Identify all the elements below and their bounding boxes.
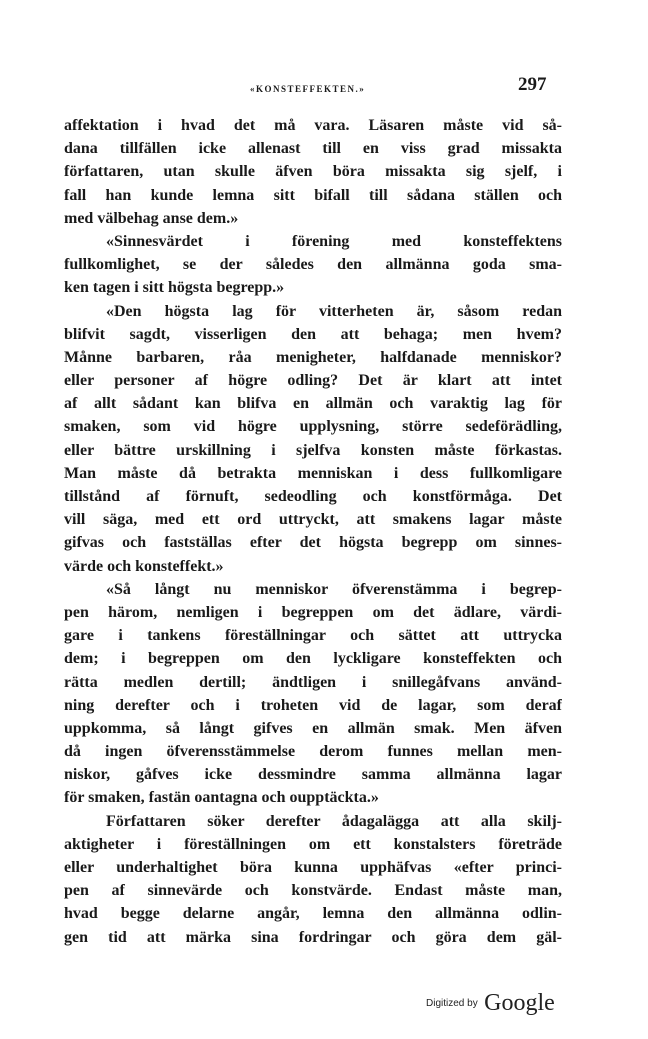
text-line: fall han kunde lemna sitt bifall till sådana ställen och: [64, 186, 562, 204]
text-line: tillstånd af förnuft, sedeodling och konstförmåga. Det: [64, 488, 562, 505]
running-head: «KONSTEFFEKTEN.»: [250, 84, 366, 94]
text-line: «Den högsta lag för vitterheten är, såsom redan: [106, 302, 562, 320]
text-line: hvad begge delarne angår, lemna den allmänna odlin-: [64, 905, 562, 923]
text-line: dem; i begreppen om den lyckligare konsteffekten och: [64, 650, 562, 668]
text-line: uppkomma, så långt gifves en allmän smak. Men äfven: [64, 719, 562, 737]
text-line: med välbehag anse dem.»: [64, 209, 239, 227]
google-logo: Google: [484, 990, 555, 1016]
digitized-by-google-watermark: [426, 990, 555, 1017]
text-line: Månne barbaren, råa menigheter, halfdanade menniskor?: [64, 348, 562, 366]
text-line: rätta medlen dertill; ändtligen i snillegåfvans använd-: [64, 673, 562, 691]
text-line: «Så långt nu menniskor öfverenstämma i begrep-: [106, 580, 562, 598]
text-line: «Sinnesvärdet i förening med konsteffektens: [106, 232, 562, 250]
text-line: smaken, som vid högre upplysning, större sedeförädling,: [64, 418, 562, 436]
body-text: [64, 114, 562, 949]
text-line: Man måste då betrakta menniskan i dess fullkomligare: [64, 464, 562, 482]
text-line: eller bättre urskillning i sjelfva konsten måste förkastas.: [64, 441, 562, 459]
text-line: författaren, utan skulle äfven böra missakta sig sjelf, i: [64, 163, 562, 181]
text-line: ken tagen i sitt högsta begrepp.»: [64, 279, 285, 297]
text-line: ning derefter och i troheten vid de lagar, som deraf: [64, 696, 562, 714]
text-line: eller personer af högre odling? Det är klart att intet: [64, 372, 562, 390]
text-line: affektation i hvad det må vara. Läsaren måste vid så-: [64, 117, 562, 134]
text-line: värde och konsteffekt.»: [64, 557, 224, 575]
text-line: fullkomlighet, se der således den allmänna goda sma-: [64, 256, 562, 274]
text-line: Författaren söker derefter ådagalägga att alla skilj-: [106, 812, 562, 830]
text-line: då ingen öfverensstämmelse derom funnes mellan men-: [64, 743, 562, 761]
text-line: niskor, gåfves icke dessmindre samma allmänna lagar: [64, 766, 562, 784]
text-line: gen tid att märka sina fordringar och göra dem gäl-: [64, 928, 562, 946]
text-line: gifvas och fastställas efter det högsta begrepp om sinnes-: [64, 534, 562, 552]
text-line: aktigheter i föreställningen om ett konstalsters företräde: [64, 835, 562, 853]
text-line: pen af sinnevärde och konstvärde. Endast måste man,: [64, 882, 562, 900]
text-line: pen härom, nemligen i begreppen om det ädlare, värdi-: [64, 603, 562, 621]
text-line: vill säga, med ett ord uttryckt, att smakens lagar måste: [64, 511, 562, 529]
digitized-label: Digitized by: [426, 998, 478, 1009]
text-line: för smaken, fastän oantagna och oupptäckta.»: [64, 789, 379, 807]
text-line: dana tillfällen icke allenast till en viss grad missakta: [64, 140, 562, 158]
page-number: 297: [518, 74, 547, 95]
text-line: gare i tankens föreställningar och sättet att uttrycka: [64, 627, 562, 645]
text-line: eller underhaltighet böra kunna upphäfvas «efter princi-: [64, 859, 562, 876]
text-line: af allt sådant kan blifva en allmän och varaktig lag för: [64, 395, 562, 413]
text-line: blifvit sagdt, visserligen den att behaga; men hvem?: [64, 325, 562, 343]
